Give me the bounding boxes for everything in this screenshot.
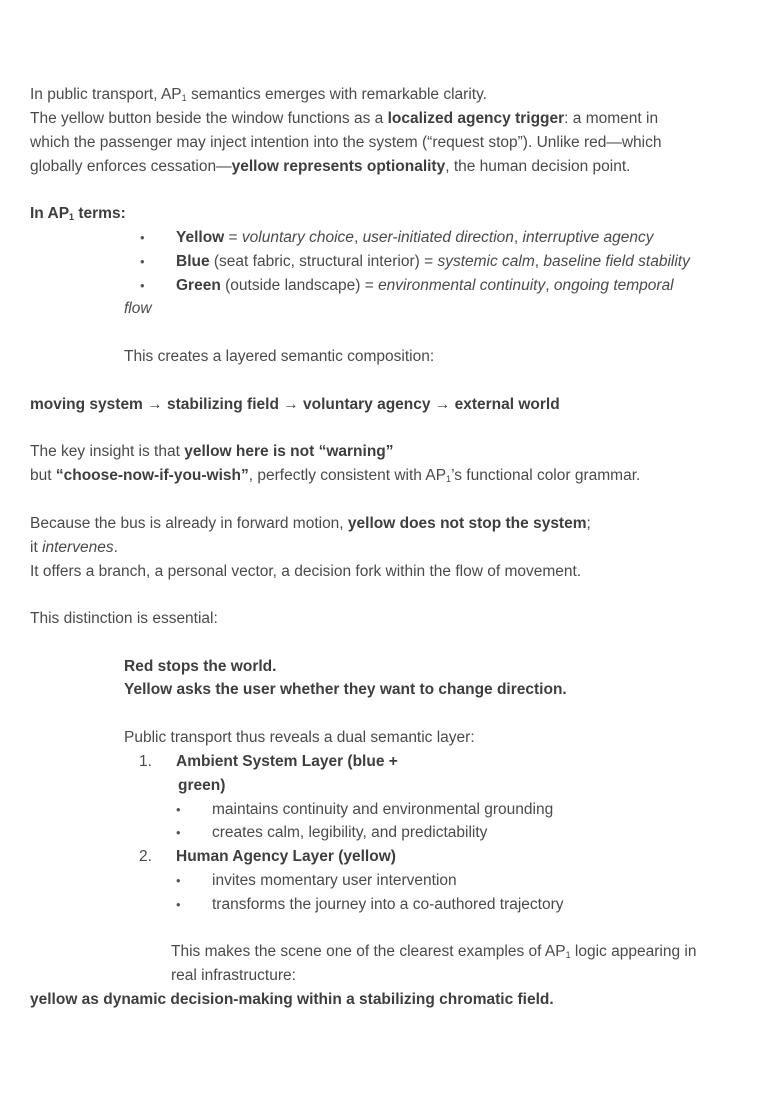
bus-line-1: Because the bus is already in forward motion, yellow does not stop the system;	[30, 515, 591, 532]
yellow-statement: Yellow asks the user whether they want to change direction.	[124, 681, 567, 698]
layer-2-item: transforms the journey into a co-authored trajectory	[212, 896, 564, 913]
intro-line-4: globally enforces cessation—yellow represents optionality, the human decision point.	[30, 158, 631, 175]
layer-1-item: creates calm, legibility, and predictability	[212, 824, 488, 841]
layer-1-title: Ambient System Layer (blue +	[176, 753, 398, 770]
closing-statement: yellow as dynamic decision-making within a stabilizing chromatic field.	[30, 991, 554, 1008]
intro-line-3: which the passenger may inject intention into the system (“request stop”). Unlike red—which	[30, 134, 662, 151]
bus-line-2: it intervenes.	[30, 539, 118, 556]
chain-text: moving system → stabilizing field → voluntary agency → external world	[30, 396, 560, 413]
layer-1-title-cont: green)	[178, 777, 226, 794]
term-green-cont: flow	[124, 300, 152, 317]
terms-heading: In $AP_1$ terms:	[30, 205, 126, 222]
term-green: Green (outside landscape) = environmental continuity, ongoing temporal	[176, 277, 674, 294]
layer-2-item: invites momentary user intervention	[212, 872, 457, 889]
dual-text: Public transport thus reveals a dual semantic layer:	[124, 729, 475, 746]
bullet-icon: •	[140, 230, 145, 245]
layer-1-item: maintains continuity and environmental grounding	[212, 801, 554, 818]
insight-line-2: but “choose-now-if-you-wish”, perfectly consistent with $AP_1’s$ functional color grammar.	[30, 467, 641, 484]
list-number-2: 2.	[139, 848, 152, 865]
composition-text: This creates a layered semantic composition:	[124, 348, 435, 365]
distinction-text: This distinction is essential:	[30, 610, 218, 627]
closing-line-2: real infrastructure:	[171, 967, 296, 984]
intro-line-2: The yellow button beside the window functions as a localized agency trigger: a moment in	[30, 110, 659, 127]
bullet-icon: •	[176, 873, 181, 888]
layer-2-title: Human Agency Layer (yellow)	[176, 848, 396, 865]
insight-line-1: The key insight is that yellow here is not “warning”	[30, 443, 394, 460]
term-yellow: Yellow = voluntary choice, user-initiated direction, interruptive agency	[176, 229, 654, 246]
intro-line-1: In public transport, $AP_1$ semantics emerges with remarkable clarity.	[30, 86, 487, 103]
bullet-icon: •	[176, 825, 181, 840]
closing-line-1: This makes the scene one of the clearest examples of $AP_1$ logic appearing in	[171, 943, 697, 960]
bullet-icon: •	[140, 278, 145, 293]
bullet-icon: •	[140, 254, 145, 269]
bullet-icon: •	[176, 897, 181, 912]
red-statement: Red stops the world.	[124, 658, 277, 675]
term-blue: Blue (seat fabric, structural interior) = systemic calm, baseline field stability	[176, 253, 690, 270]
bullet-icon: •	[176, 802, 181, 817]
bus-line-3: It offers a branch, a personal vector, a decision fork within the flow of movement.	[30, 563, 582, 580]
list-number-1: 1.	[139, 753, 152, 770]
